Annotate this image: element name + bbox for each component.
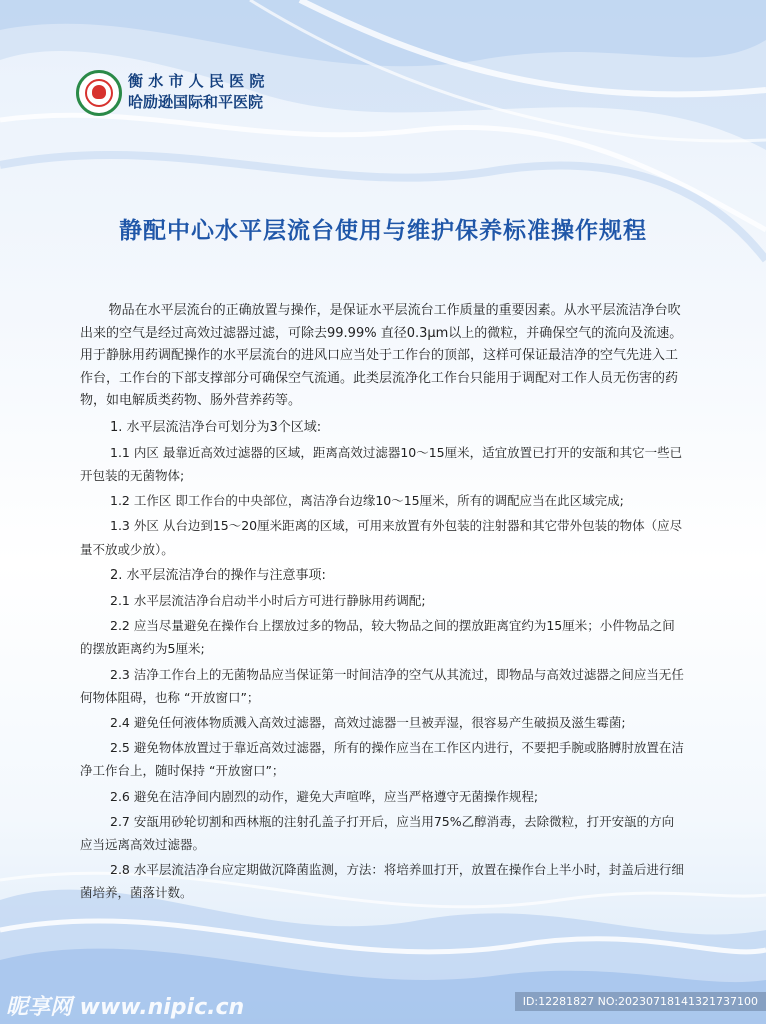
logo-flower (92, 85, 106, 99)
hospital-name-line2: 哈励逊国际和平医院 (128, 93, 264, 111)
intro-paragraph: 物品在水平层流台的正确放置与操作，是保证水平层流台工作质量的重要因素。从水平层流洁净台吹出来的空气是经过高效过滤器过滤，可除去99.99% 直径0.3μm以上的微粒，并确保空气的流向及流速。用于静脉用药调配操作的水平层流台的进风口应当处于工作台的顶部，这样可保证最洁净的空气先进入工作台，工作台的下部支撑部分可确保空气流通。此类层流净化工作台只能用于调配对工作人员无伤害的药物，如电解质类药物、肠外营养药等。 (80, 303, 683, 408)
section2-item: 2.7 安瓿用砂轮切割和西林瓶的注射孔盖子打开后，应当用75%乙醇消毒，去除微粒，打开安瓿的方向应当远离高效过滤器。 (80, 813, 675, 852)
watermark-left: 昵享网 www.nipic.cn (6, 995, 245, 1020)
section1-item: 1.2 工作区 即工作台的中央部位，离洁净台边缘10～15厘米，所有的调配应当在此区域完成; (110, 493, 624, 509)
page-title: 静配中心水平层流台使用与维护保养标准操作规程 (119, 217, 647, 244)
section1-item: 1.1 内区 最靠近高效过滤器的区域，距离高效过滤器10～15厘米，适宜放置已打开的安瓿和其它一些已开包装的无菌物体; (80, 444, 683, 483)
section1-heading: 1. 水平层流洁净台可划分为3个区域: (110, 419, 322, 435)
section2-item: 2.8 水平层流洁净台应定期做沉降菌监测，方法：将培养皿打开，放置在操作台上半小时，封盖后进行细菌培养，菌落计数。 (80, 862, 684, 901)
hospital-logo-icon (76, 70, 122, 116)
document-body (80, 300, 686, 905)
section1-item: 1.3 外区 从台边到15～20厘米距离的区域，可用来放置有外包装的注射器和其它带外包装的物体（应尽量不放或少放）。 (80, 518, 683, 557)
section2-item: 2.5 避免物体放置过于靠近高效过滤器，所有的操作应当在工作区内进行，不要把手腕或胳膊肘放置在洁净工作台上，随时保持 “开放窗口”； (80, 740, 684, 779)
section2-item: 2.4 避免任何液体物质溅入高效过滤器，高效过滤器一旦被弄湿，很容易产生破损及滋生霉菌; (110, 714, 626, 730)
hospital-name (128, 71, 264, 113)
section2-item: 2.3 洁净工作台上的无菌物品应当保证第一时间洁净的空气从其流过，即物品与高效过滤器之间应当无任何物体阻碍，也称 “开放窗口”； (80, 666, 684, 705)
section2-heading: 2. 水平层流洁净台的操作与注意事项: (110, 567, 326, 583)
section2-item: 2.1 水平层流洁净台启动半小时后方可进行静脉用药调配; (110, 592, 426, 608)
watermark-id: ID:12281827 NO:20230718141321737100 (515, 992, 766, 1011)
hospital-name-line1: 衡 水 市 人 民 医 院 (128, 72, 265, 90)
section2-item: 2.2 应当尽量避免在操作台上摆放过多的物品，较大物品之间的摆放距离宜约为15厘米；小件物品之间的摆放距离约为5厘米; (80, 618, 675, 657)
section2-item: 2.6 避免在洁净间内剧烈的动作，避免大声喧哗，应当严格遵守无菌操作规程; (110, 788, 539, 804)
